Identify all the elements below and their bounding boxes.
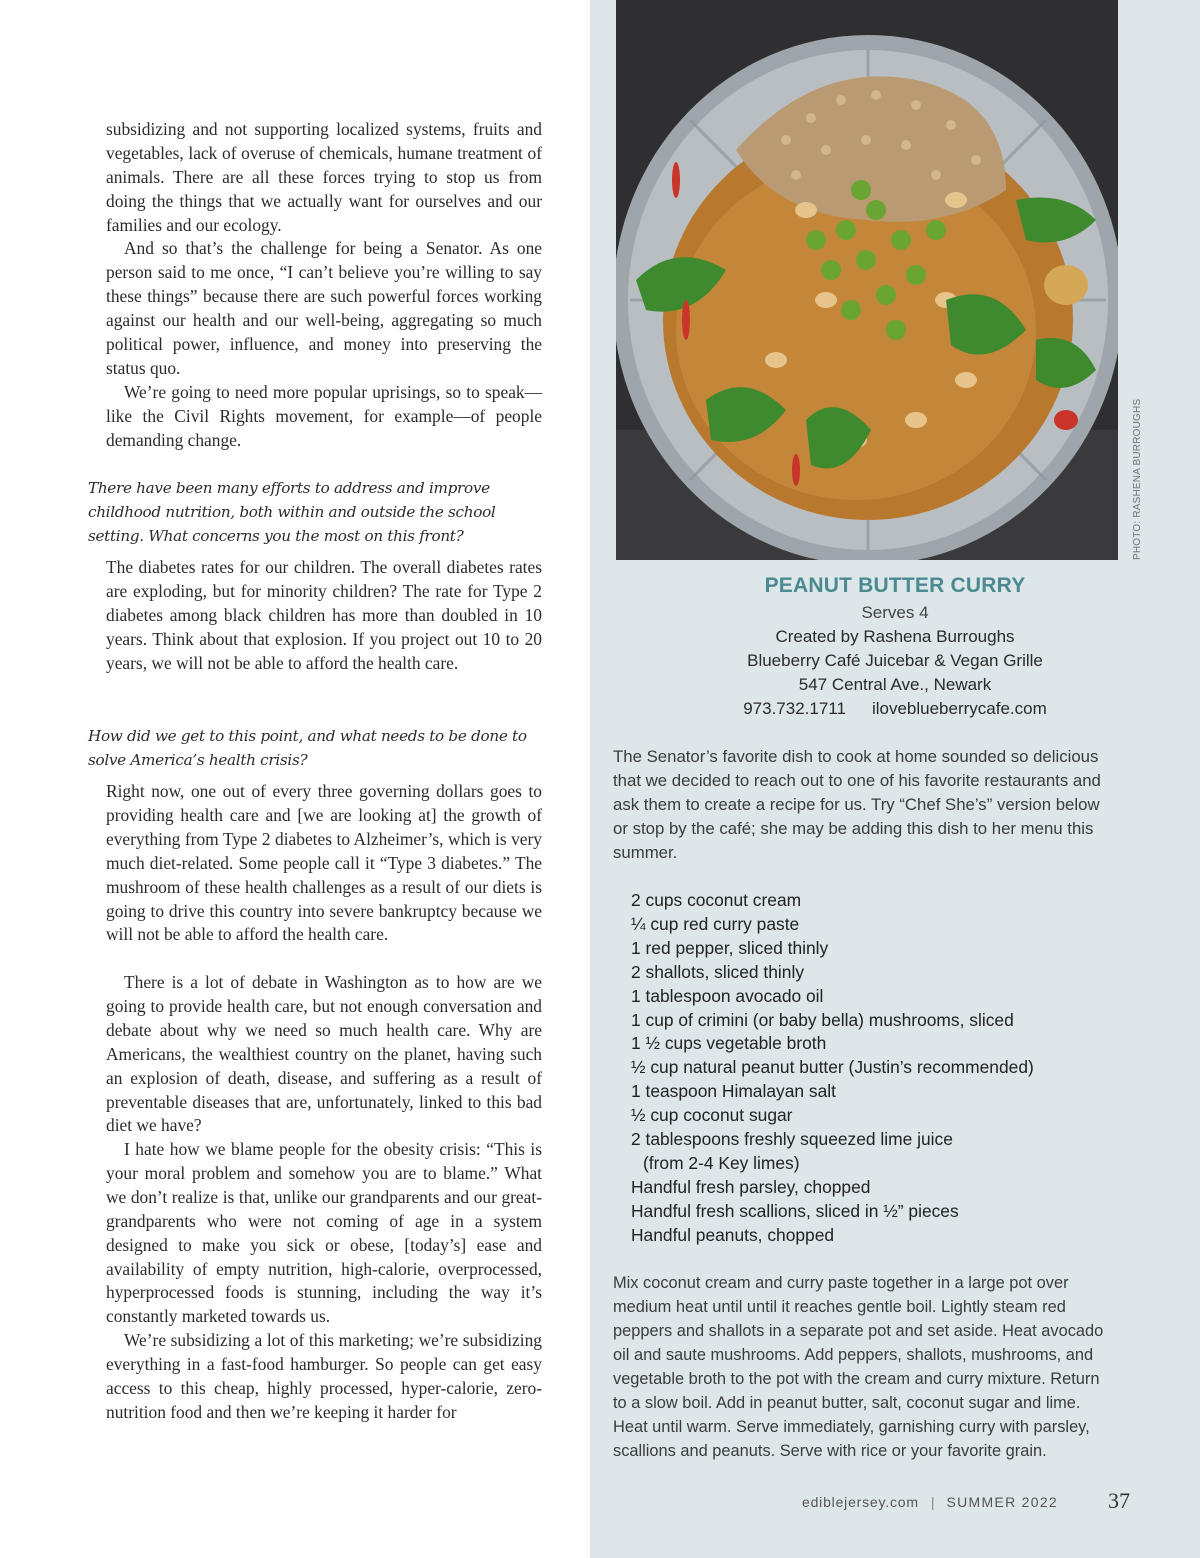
ingredient-item: 2 cups coconut cream: [631, 890, 802, 910]
interview-question: How did we get to this point, and what needs to be done to solve America’s health crisis?: [88, 727, 527, 769]
footer-separator: |: [930, 1494, 935, 1510]
ingredient-item: 2 tablespoons freshly squeezed lime juice: [631, 1129, 953, 1150]
ingredient-item: 1 cup of crimini (or baby bella) mushrooms, sliced: [631, 1009, 1014, 1030]
ingredient-item: Handful peanuts, chopped: [631, 1224, 835, 1245]
article-paragraph: I hate how we blame people for the obesity crisis: “This is your moral problem and somehow you are to blame.” What we don’t realize is that, unlike our grandparents and our great-grandparents who were not coming of age in a system designed to make you sick or obese, [today’s] ease and availability of empty nutrition, high-calorie, overprocessed, hyperprocessed foods is stunning, including the way it’s constantly marketed towards us.: [106, 1139, 542, 1327]
recipe-restaurant: Blueberry Café Juicebar & Vegan Grille: [747, 651, 1043, 670]
article-paragraph: Right now, one out of every three governing dollars goes to providing health care and [we are looking at] the growth of everything from Type 2 diabetes to Alzheimer’s, which is very much diet-related. Some people call it “Type 3 diabetes.” The mushroom of these health challenges as a result of our diets is going to drive this country into severe bankruptcy because we will not be able to afford the health care.: [106, 781, 542, 945]
ingredient-item: 2 shallots, sliced thinly: [631, 961, 805, 982]
recipe-contact: [590, 699, 1200, 719]
article-paragraph: subsidizing and not supporting localized systems, fruits and vegetables, lack of overuse of chemicals, humane treatment of animals. There are all these forces trying to stop us from doing the things that we actually want for ourselves and our families and our ecology.: [106, 119, 542, 235]
article-paragraph: There is a lot of debate in Washington as to how are we going to provide health care, but not enough conversation and debate about why we need so much health care. Why are Americans, the wealthiest country on the planet, having such an explosion of death, disease, and suffering as a result of preventable diseases that are, unfortunately, linked to this bad diet we have?: [106, 972, 542, 1136]
page-footer: [802, 1494, 1058, 1510]
page-number: 37: [1108, 1488, 1130, 1513]
article-paragraph: We’re going to need more popular uprisings, so to speak—like the Civil Rights movement, for example—of people demanding change.: [106, 382, 542, 450]
ingredient-list: [631, 889, 1151, 1248]
footer-issue: SUMMER 2022: [946, 1494, 1059, 1510]
recipe-intro: The Senator’s favorite dish to cook at home sounded so delicious that we decided to reach out to one of his favorite restaurants and ask them to create a recipe for us. Try “Chef She’s” version below or stop by the café; she may be adding this dish to her menu this summer.: [613, 747, 1101, 862]
ingredient-item: Handful fresh scallions, sliced in ½” pieces: [631, 1200, 959, 1221]
ingredient-item: 1 tablespoon avocado oil: [631, 985, 824, 1006]
ingredient-item: ½ cup coconut sugar: [631, 1105, 793, 1126]
ingredient-item: 1 red pepper, sliced thinly: [631, 937, 829, 958]
ingredient-item: 1 ½ cups vegetable broth: [631, 1033, 827, 1054]
curry-photo: [616, 0, 1118, 560]
ingredient-item-continuation: (from 2-4 Key limes): [643, 1152, 800, 1173]
recipe-serves: Serves 4: [861, 603, 929, 622]
article-paragraph: We’re subsidizing a lot of this marketing; we’re subsidizing everything in a fast-food hamburger. So people can get easy access to this cheap, highly processed, hyper-calorie, zero-nutrition food and then we’re keeping it harder for: [106, 1330, 542, 1422]
recipe-directions: Mix coconut cream and curry paste together in a large pot over medium heat until until it reaches gentle boil. Lightly steam red peppers and shallots in a separate pot and set aside. Heat avocado oil and saute mushrooms. Add peppers, shallots, mushrooms, and vegetable broth to the pot with the cream and curry mixture. Return to a slow boil. Add in peanut butter, salt, coconut sugar and lime. Heat until warm. Serve immediately, garnishing curry with parsley, scallions and peanuts. Serve with rice or your favorite grain.: [613, 1274, 1104, 1460]
recipe-sidebar: [590, 0, 1200, 1558]
recipe-phone: 973.732.1711: [743, 699, 846, 718]
ingredient-item: ½ cup natural peanut butter (Justin’s recommended): [631, 1057, 1034, 1078]
ingredient-item: Handful fresh parsley, chopped: [631, 1176, 871, 1197]
recipe-website-link[interactable]: iloveblueberrycafe.com: [871, 699, 1047, 718]
curry-bowl-illustration: [616, 0, 1118, 560]
recipe-address: 547 Central Ave., Newark: [798, 675, 992, 694]
ingredient-item: ¼ cup red curry paste: [631, 913, 800, 934]
recipe-creator: Created by Rashena Burroughs: [775, 627, 1015, 646]
recipe-title: PEANUT BUTTER CURRY: [764, 574, 1026, 597]
article-paragraph: And so that’s the challenge for being a Senator. As one person said to me once, “I can’t believe you’re willing to say these things” because there are such powerful forces working against our health and our well-being, aggregating so much political power, influence, and money into preserving the status quo.: [106, 238, 542, 378]
footer-site-link[interactable]: ediblejersey.com: [802, 1494, 919, 1510]
article-paragraph: The diabetes rates for our children. The overall diabetes rates are exploding, but for minority children? The rate for Type 2 diabetes among black children has more than doubled in 10 years. Think about that explosion. If you project out 10 to 20 years, we will not be able to afford the health care.: [106, 557, 542, 673]
ingredient-item: 1 teaspoon Himalayan salt: [631, 1081, 836, 1102]
photo-credit: PHOTO: RASHENA BURROUGHS: [1132, 398, 1143, 560]
interview-question: There have been many efforts to address and improve childhood nutrition, both within and outside the school setting. What concerns you the most on this front?: [88, 479, 496, 545]
